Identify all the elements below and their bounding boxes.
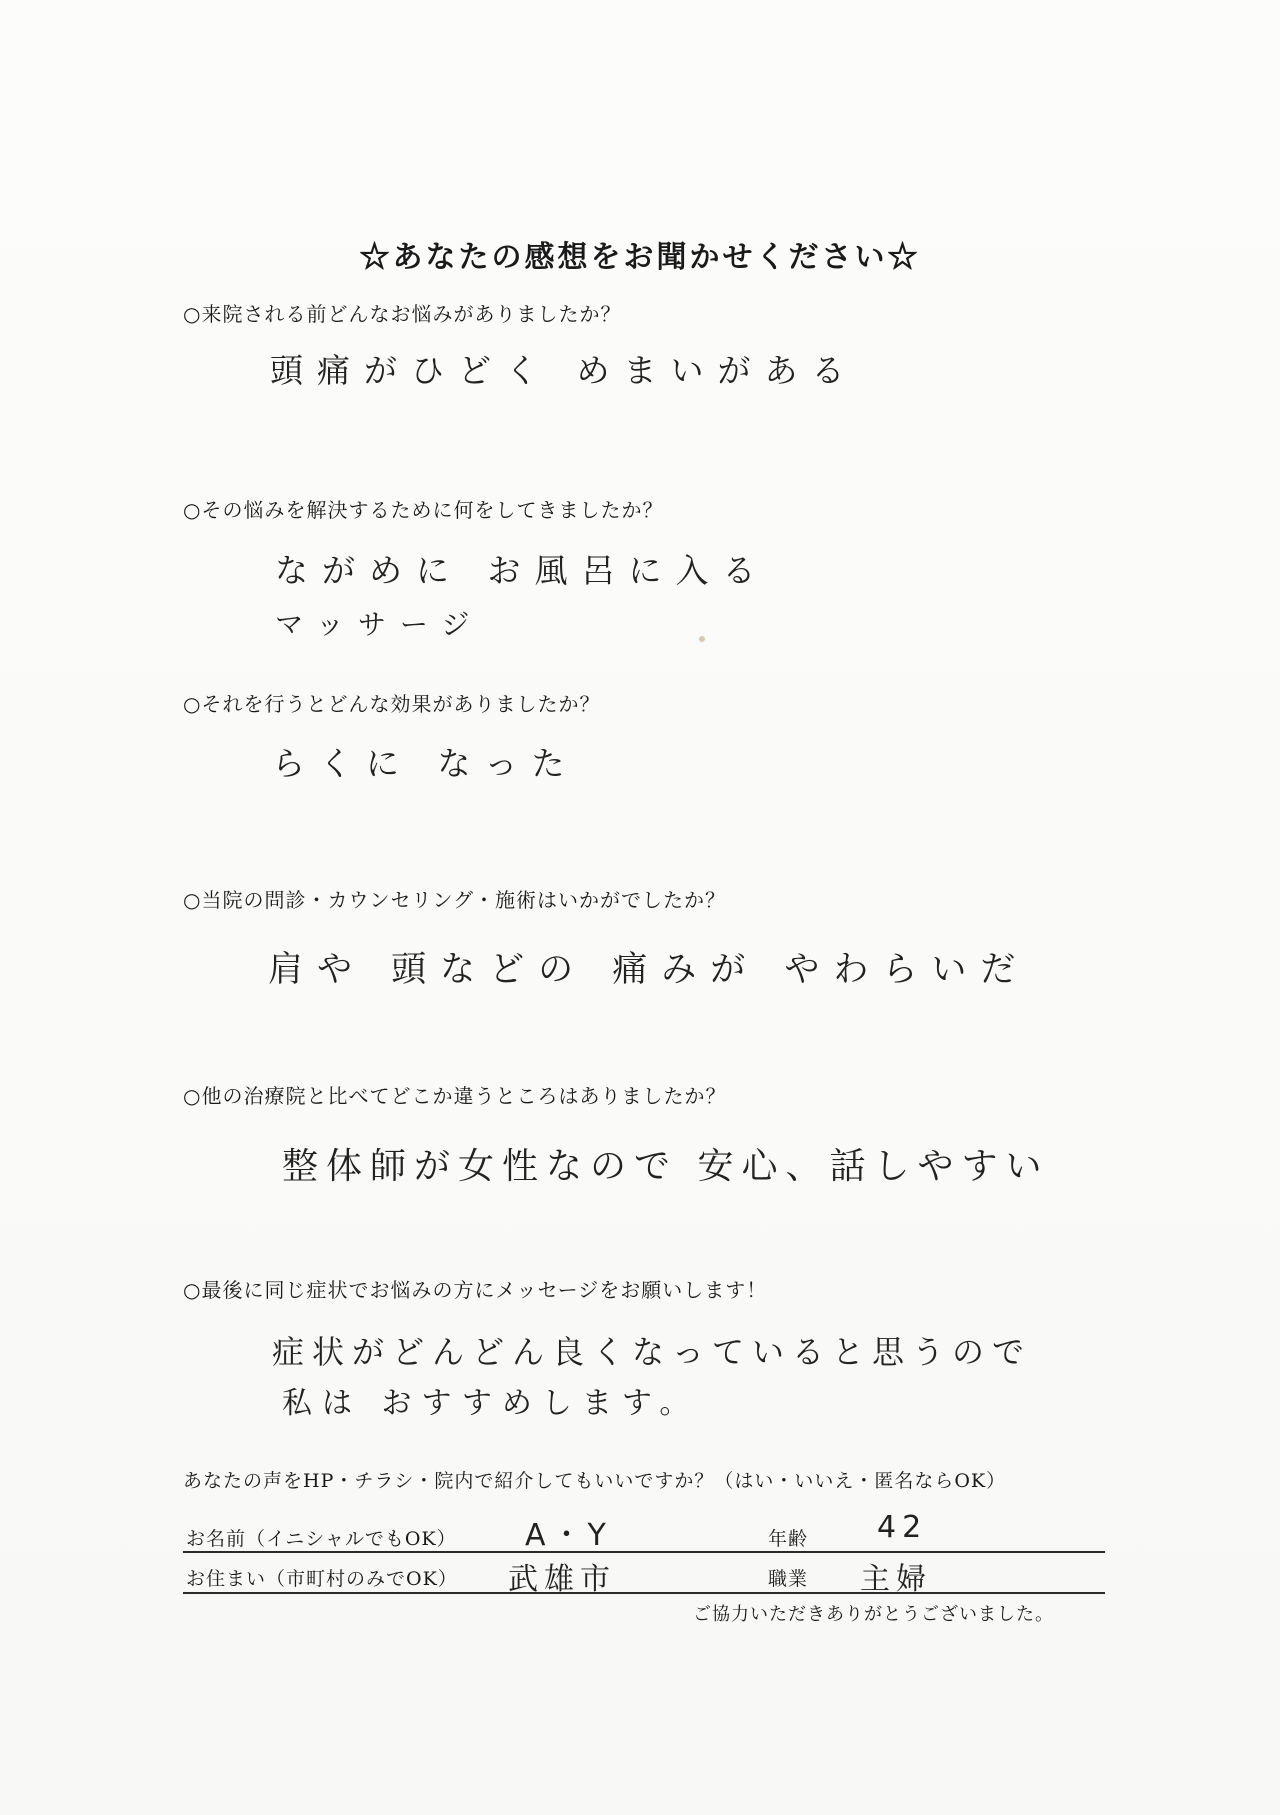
question-6: ○最後に同じ症状でお悩みの方にメッセージをお願いします！: [183, 1278, 768, 1302]
address-label: お住まい（市町村のみでOK）: [186, 1568, 458, 1590]
job-value: 主婦: [860, 1562, 932, 1597]
form-rule-2: [183, 1592, 1105, 1594]
answer-6-line-1: 症状がどんどん良くなっていると思うので: [272, 1333, 1033, 1371]
answer-2-line-2: マッサージ: [275, 608, 484, 641]
thanks-note: ご協力いただきありがとうございました。: [693, 1604, 1054, 1625]
answer-5-line-1: 整体師が女性なので 安心、話しやすい: [282, 1146, 1050, 1187]
form-title: ☆あなたの感想をお聞かせください☆: [359, 240, 921, 275]
form-rule-1: [183, 1551, 1105, 1553]
question-5: ○他の治療院と比べてどこか違うところはありましたか？: [183, 1084, 727, 1108]
question-3: ○それを行うとどんな効果がありましたか？: [183, 692, 601, 716]
question-4: ○当院の問診・カウンセリング・施術はいかがでしたか？: [183, 888, 727, 912]
consent-question: あなたの声をHP・チラシ・院内で紹介してもいいですか？（はい・いいえ・匿名ならOK）: [183, 1470, 1007, 1492]
paper-speck: [699, 636, 705, 642]
answer-1-line-1: 頭痛がひどく めまいがある: [270, 351, 859, 390]
answer-2-line-1: ながめに お風呂に入る: [275, 551, 770, 590]
question-1: ○来院される前どんなお悩みがありましたか？: [183, 302, 622, 326]
answer-4-line-1: 肩や 頭などの 痛みが やわらいだ: [268, 950, 1030, 990]
age-value: 42: [877, 1510, 928, 1545]
age-label: 年齢: [768, 1528, 809, 1550]
address-value: 武雄市: [508, 1562, 616, 1597]
answer-6-line-2: 私は おすすめします。: [282, 1386, 700, 1421]
answer-3-line-1: らくに なった: [272, 744, 579, 783]
job-label: 職業: [768, 1568, 809, 1590]
name-label: お名前（イニシャルでもOK）: [186, 1528, 457, 1550]
name-value: A・Y: [525, 1518, 612, 1553]
question-2: ○その悩みを解決するために何をしてきましたか？: [183, 498, 664, 522]
